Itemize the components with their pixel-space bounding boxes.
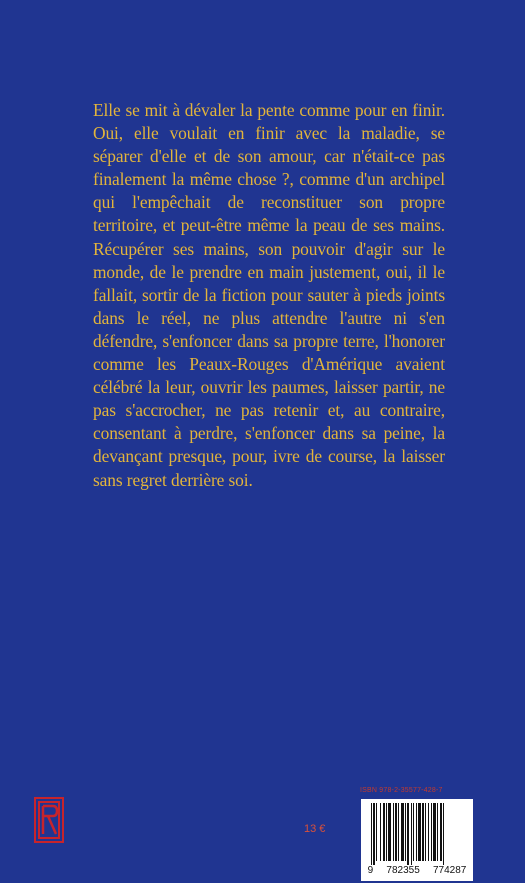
barcode-bar	[425, 803, 426, 861]
barcode-bar	[393, 803, 394, 861]
barcode-bars	[361, 799, 473, 865]
barcode-bar	[416, 803, 417, 861]
publisher-logo-icon	[34, 797, 64, 843]
barcode-digit-group: 774287	[432, 865, 467, 876]
barcode-bar	[440, 803, 442, 861]
barcode-bar	[407, 803, 409, 865]
barcode-bar	[433, 803, 436, 861]
barcode	[361, 799, 473, 881]
barcode-bar	[422, 803, 424, 861]
barcode-bar	[401, 803, 404, 861]
barcode-bar	[388, 803, 391, 861]
barcode-bar	[376, 803, 377, 861]
barcode-digit-group: 9	[367, 865, 374, 876]
barcode-bar	[405, 803, 406, 861]
price-label: 13 €	[304, 823, 326, 835]
isbn-number: ISBN 978-2-35577-428-7	[360, 787, 443, 794]
barcode-bar	[386, 803, 387, 861]
back-cover-blurb: Elle se mit à dévaler la pente comme pour en finir. Oui, elle voulait en finir avec la maladie, se séparer d'elle et de son amour, car n'était-ce pas finalement la même chose ?, comme d'un archipel qui l'empêchait de reconstituer son propre territoire, et peut-être même la peau de ses mains. Récupérer ses mains, son pouvoir d'agir sur le monde, de le prendre en main justement, oui, il le fallait, sortir de la fiction pour sauter à pieds joints dans le réel, ne plus attendre l'autre ni s'en défendre, s'enfoncer dans sa propre terre, l'honorer comme les Peaux-Rouges d'Amérique avaient célébré la leur, ouvrir les paumes, laisser partir, ne pas s'accrocher, ne pas retenir et, au contraire, consentant à perdre, s'enfoncer dans sa peine, la devançant presque, pour, ivre de course, la laisser sans regret derrière soi.	[93, 100, 445, 490]
barcode-bar	[431, 803, 432, 861]
barcode-bar	[373, 803, 375, 865]
barcode-bar	[413, 803, 414, 861]
barcode-bar	[383, 803, 385, 861]
barcode-digits	[361, 865, 473, 876]
barcode-bar	[428, 803, 429, 861]
barcode-bar	[371, 803, 372, 865]
barcode-digit-group: 782355	[386, 865, 420, 876]
barcode-bar	[380, 803, 381, 861]
barcode-bar	[418, 803, 421, 861]
barcode-bar	[398, 803, 399, 861]
barcode-bar	[411, 803, 412, 865]
barcode-bar	[395, 803, 397, 861]
barcode-bar	[437, 803, 438, 861]
barcode-bar	[443, 803, 444, 865]
